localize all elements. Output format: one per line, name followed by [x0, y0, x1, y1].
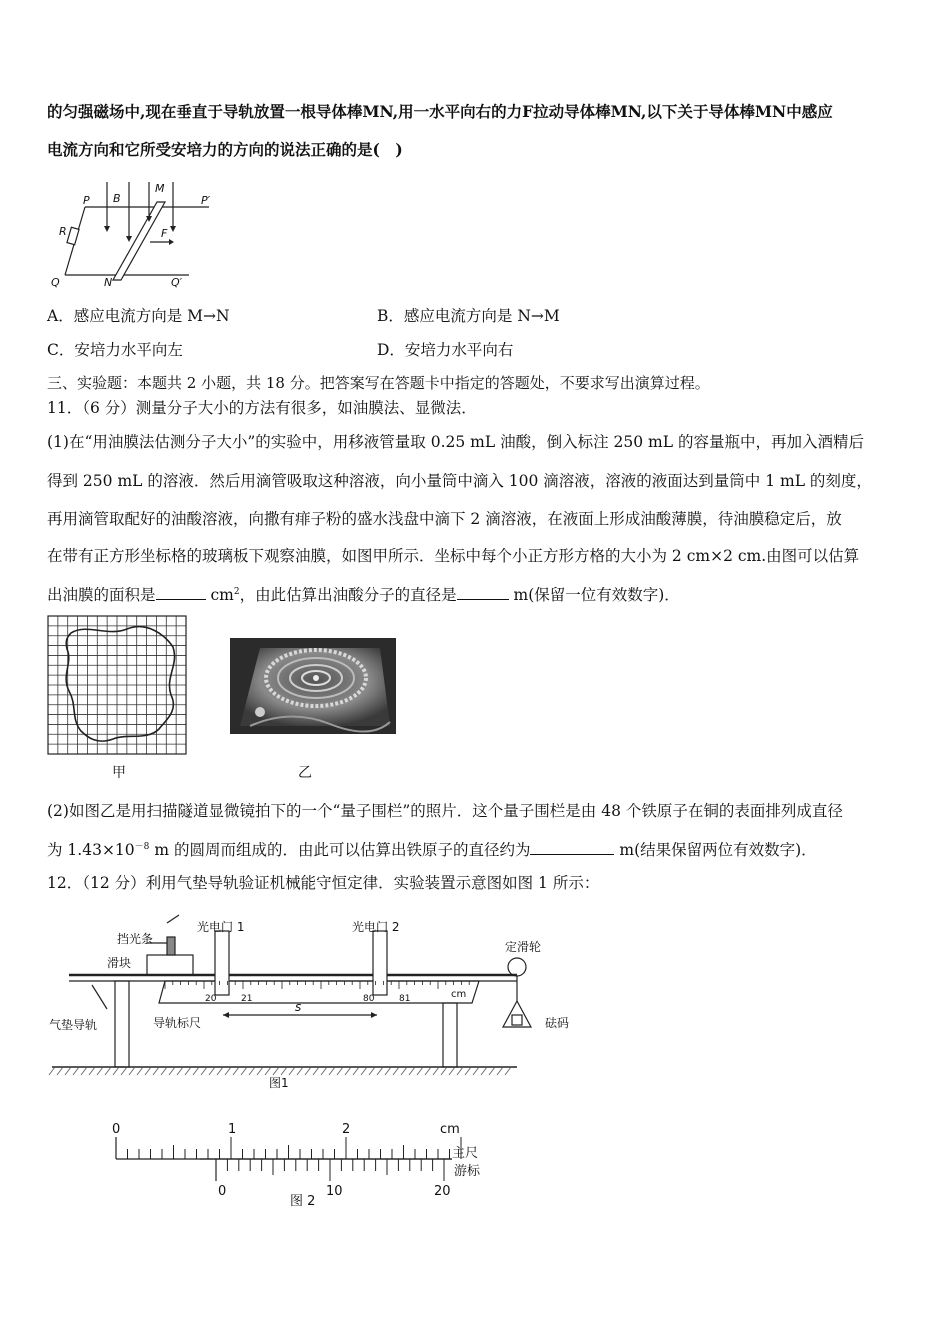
label-slider: 滑块: [107, 956, 132, 970]
ground-hatch: [225, 1067, 231, 1075]
figure-2-caption: 图 2: [290, 1194, 316, 1209]
circuit-diagram: [47, 170, 227, 290]
label-B: B: [113, 192, 121, 205]
ground-hatch: [441, 1067, 447, 1075]
vernier-tick-0: 0: [218, 1184, 227, 1199]
q11-p1-line5: [47, 582, 680, 605]
ground-hatch: [505, 1067, 511, 1075]
label-gate-1: 光电门 1: [197, 920, 245, 934]
tick-80: 80: [363, 994, 375, 1004]
q11-p1-line1: (1)在“用油膜法估测分子大小”的实验中，用移液管量取 0.25 mL 油酸，倒入标注 250 mL 的容量瓶中，再加入酒精后: [47, 433, 864, 451]
vernier-tick-20: 20: [434, 1184, 451, 1199]
q11-p2-line2-b: m 的圆周而组成的．由此可以估算出铁原子的直径约为: [149, 841, 531, 860]
option-d: D．安培力水平向右: [377, 341, 514, 359]
vernier-tick-10: 10: [326, 1184, 343, 1199]
ground-hatch: [281, 1067, 287, 1075]
ground-hatch: [393, 1067, 399, 1075]
figure-1-caption: 图1: [269, 1076, 289, 1090]
air-track-figure: [47, 905, 587, 1090]
ground-hatch: [169, 1067, 175, 1075]
ground-hatch: [265, 1067, 271, 1075]
label-M: M: [155, 182, 165, 195]
ground-hatch: [305, 1067, 311, 1075]
label-Q-prime: Q′: [171, 276, 183, 289]
ground-hatch: [465, 1067, 471, 1075]
caption-yi: 乙: [298, 765, 312, 781]
ground-hatch: [409, 1067, 415, 1075]
ground-hatch: [121, 1067, 127, 1075]
label-R: R: [59, 225, 67, 238]
ground-hatch: [97, 1067, 103, 1075]
ground-hatch: [457, 1067, 463, 1075]
ground-hatch: [473, 1067, 479, 1075]
ground-hatch: [489, 1067, 495, 1075]
ground-hatch: [161, 1067, 167, 1075]
main-label: 主尺: [452, 1146, 479, 1161]
label-ruler: 导轨标尺: [153, 1016, 202, 1030]
ground-hatch: [241, 1067, 247, 1075]
ground-hatch: [449, 1067, 455, 1075]
q11-p1-line5-c: ，由此估算出油酸分子的直径是: [239, 586, 457, 605]
intro-line-1: 的匀强磁场中,现在垂直于导轨放置一根导体棒MN,用一水平向右的力F拉动导体棒MN,以下关于导体棒MN中感应: [47, 102, 833, 121]
answer-blank-diameter[interactable]: [457, 585, 509, 600]
ground-hatch: [313, 1067, 319, 1075]
ground-hatch: [401, 1067, 407, 1075]
ground-hatch: [209, 1067, 215, 1075]
option-b: B．感应电流方向是 N→M: [377, 307, 560, 325]
label-pulley: 定滑轮: [505, 940, 542, 954]
label-light-bar: 挡光条: [117, 932, 154, 946]
ground-hatch: [81, 1067, 87, 1075]
q11-p2-line2-c: m(结果保留两位有效数字)．: [614, 841, 817, 860]
q11-p2-line2: [47, 837, 817, 860]
vernier-label: 游标: [454, 1164, 481, 1179]
vernier-figure: [100, 1115, 510, 1215]
ground-hatch: [145, 1067, 151, 1075]
answer-blank-area[interactable]: [156, 585, 206, 600]
ground-hatch: [369, 1067, 375, 1075]
exponent: －8: [134, 842, 150, 852]
ground-hatch: [321, 1067, 327, 1075]
ground-hatch: [137, 1067, 143, 1075]
ground-hatch: [433, 1067, 439, 1075]
label-N: N: [104, 276, 113, 289]
label-s: s: [295, 1000, 302, 1014]
q12-title: 12．（12 分）利用气垫导轨验证机械能守恒定律．实验装置示意图如图 1 所示：: [47, 874, 600, 892]
ground-hatch: [497, 1067, 503, 1075]
ground-hatch: [105, 1067, 111, 1075]
q11-p1-line3: 再用滴管取配好的油酸溶液，向撒有痱子粉的盛水浅盘中滴下 2 滴溶液，在液面上形成油酸薄膜，待油膜稳定后，放: [47, 510, 842, 528]
ground-hatch: [337, 1067, 343, 1075]
ground-hatch: [329, 1067, 335, 1075]
ground-hatch: [481, 1067, 487, 1075]
q11-p1-line5-d: m(保留一位有效数字)．: [508, 586, 680, 605]
main-tick-2: 2: [342, 1122, 351, 1137]
ground-hatch: [297, 1067, 303, 1075]
ground-hatch: [249, 1067, 255, 1075]
ground-hatch: [425, 1067, 431, 1075]
ground-hatch: [129, 1067, 135, 1075]
ground-hatch: [65, 1067, 71, 1075]
ground-hatch: [153, 1067, 159, 1075]
q11-title: 11．（6 分）测量分子大小的方法有很多，如油膜法、显微法．: [47, 399, 477, 417]
ground-hatch: [385, 1067, 391, 1075]
ground-hatch: [57, 1067, 63, 1075]
answer-blank-iron-diameter[interactable]: [530, 840, 614, 855]
ground-hatch: [273, 1067, 279, 1075]
main-cm: cm: [440, 1122, 460, 1137]
q11-p1-line2: 得到 250 mL 的溶液．然后用滴管吸取这种溶液，向小量筒中滴入 100 滴溶液，溶液的液面达到量筒中 1 mL 的刻度，: [47, 472, 872, 490]
caption-jia: 甲: [112, 765, 126, 781]
quantum-corral-image: [230, 638, 396, 734]
tick-21: 21: [241, 994, 253, 1004]
q11-p2-line1: (2)如图乙是用扫描隧道显微镜拍下的一个“量子围栏”的照片．这个量子围栏是由 48 个铁原子在铜的表面排列成直径: [47, 802, 843, 820]
q11-p1-line4: 在带有正方形坐标格的玻璃板下观察油膜，如图甲所示．坐标中每个小正方形方格的大小为 2 cm×2 cm.由图可以估算: [47, 547, 860, 565]
ground-hatch: [89, 1067, 95, 1075]
ground-hatch: [353, 1067, 359, 1075]
label-weight: 砝码: [545, 1016, 570, 1030]
label-P-prime: P′: [201, 194, 211, 207]
ground-hatch: [49, 1067, 55, 1075]
main-tick-1: 1: [228, 1122, 237, 1137]
label-F: F: [161, 227, 168, 240]
label-gate-2: 光电门 2: [352, 920, 400, 934]
ground-hatch: [201, 1067, 207, 1075]
tick-81: 81: [399, 994, 411, 1004]
ground-hatch: [73, 1067, 79, 1075]
ground-hatch: [377, 1067, 383, 1075]
ground-hatch: [193, 1067, 199, 1075]
ground-hatch: [185, 1067, 191, 1075]
ground-hatch: [361, 1067, 367, 1075]
q11-p1-line5-a: 出油膜的面积是: [47, 586, 156, 605]
oil-film-grid: [47, 615, 189, 757]
ground-hatch: [113, 1067, 119, 1075]
ground-hatch: [217, 1067, 223, 1075]
label-cm: cm: [451, 989, 467, 1000]
label-P: P: [83, 194, 90, 207]
option-a: A．感应电流方向是 M→N: [47, 307, 230, 325]
unit-cm: cm: [205, 586, 234, 605]
ground-hatch: [345, 1067, 351, 1075]
ground-hatch: [233, 1067, 239, 1075]
option-c: C．安培力水平向左: [47, 341, 183, 359]
ground-hatch: [177, 1067, 183, 1075]
ground-hatch: [289, 1067, 295, 1075]
unit-sup: 2: [233, 587, 240, 597]
label-Q: Q: [51, 276, 60, 289]
intro-line-2: 电流方向和它所受安培力的方向的说法正确的是( ): [47, 140, 403, 159]
label-air-track: 气垫导轨: [49, 1018, 98, 1032]
section-3-header: 三、实验题：本题共 2 小题，共 18 分。把答案写在答题卡中指定的答题处，不要求写出演算过程。: [47, 374, 710, 392]
ground-hatch: [417, 1067, 423, 1075]
q11-p2-line2-a: 为 1.43×10: [47, 841, 135, 860]
tick-20: 20: [205, 994, 217, 1004]
ground-hatch: [257, 1067, 263, 1075]
main-tick-0: 0: [112, 1122, 121, 1137]
